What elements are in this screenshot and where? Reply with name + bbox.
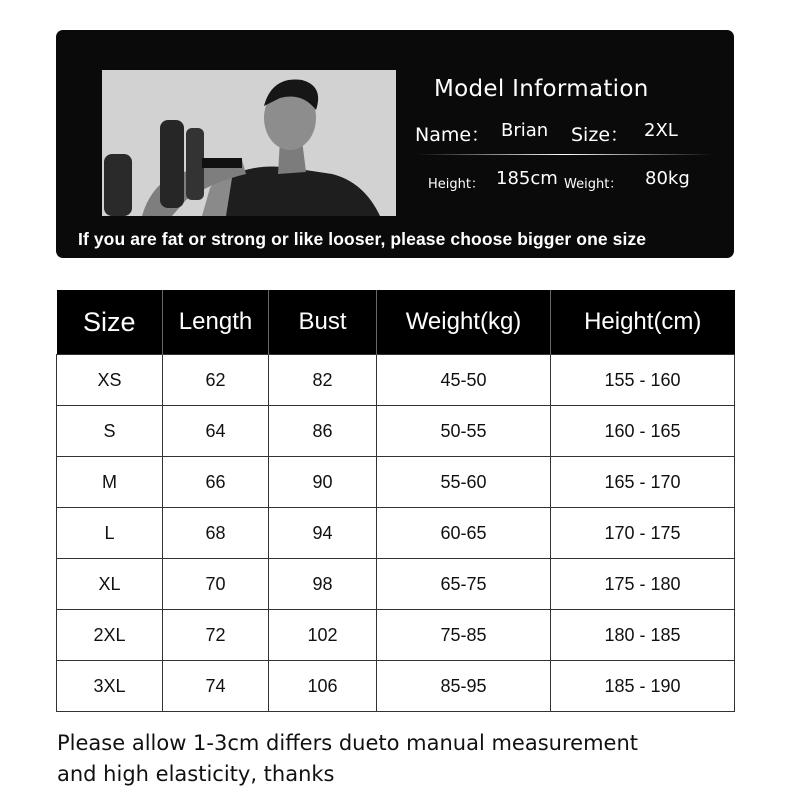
size-value: 2XL (644, 120, 678, 141)
table-row (57, 661, 735, 712)
cell-length: 62 (163, 355, 269, 406)
table-row (57, 406, 735, 457)
table-header-row (57, 290, 735, 355)
cell-height: 170 - 175 (551, 508, 735, 559)
cell-size: XS (57, 355, 163, 406)
size-notice: If you are fat or strong or like looser, please choose bigger one size (78, 229, 647, 249)
cell-bust: 102 (269, 610, 377, 661)
cell-height: 185 - 190 (551, 661, 735, 712)
cell-length: 74 (163, 661, 269, 712)
weight-value: 80kg (645, 168, 690, 189)
table-row (57, 355, 735, 406)
cell-length: 68 (163, 508, 269, 559)
cell-height: 180 - 185 (551, 610, 735, 661)
model-info-banner (56, 30, 734, 258)
cell-length: 64 (163, 406, 269, 457)
cell-weight: 65-75 (377, 559, 551, 610)
cell-size: 3XL (57, 661, 163, 712)
cell-weight: 45-50 (377, 355, 551, 406)
cell-length: 72 (163, 610, 269, 661)
cell-height: 160 - 165 (551, 406, 735, 457)
cell-size: L (57, 508, 163, 559)
header-length: Length (163, 290, 269, 355)
cell-weight: 85-95 (377, 661, 551, 712)
cell-bust: 98 (269, 559, 377, 610)
table-row (57, 610, 735, 661)
cell-bust: 106 (269, 661, 377, 712)
header-height: Height(cm) (551, 290, 735, 355)
banner-divider (417, 154, 713, 155)
cell-weight: 60-65 (377, 508, 551, 559)
cell-weight: 75-85 (377, 610, 551, 661)
cell-size: 2XL (57, 610, 163, 661)
cell-length: 66 (163, 457, 269, 508)
header-size: Size (57, 290, 163, 355)
size-label: Size： (571, 124, 630, 146)
measurement-note-line-1: Please allow 1-3cm differs dueto manual measurement (57, 731, 638, 755)
table-row (57, 508, 735, 559)
name-value: Brian (501, 120, 549, 141)
model-info-title: Model Information (434, 76, 649, 102)
weight-label: Weight： (564, 177, 623, 192)
header-bust: Bust (269, 290, 377, 355)
cell-height: 165 - 170 (551, 457, 735, 508)
cell-height: 175 - 180 (551, 559, 735, 610)
measurement-note (57, 728, 757, 790)
measurement-note-line-2: and high elasticity, thanks (57, 762, 335, 786)
height-value: 185cm (496, 168, 558, 189)
height-label: Height： (428, 177, 484, 192)
size-chart-table (56, 290, 735, 712)
cell-size: S (57, 406, 163, 457)
cell-bust: 94 (269, 508, 377, 559)
cell-bust: 90 (269, 457, 377, 508)
cell-weight: 50-55 (377, 406, 551, 457)
cell-bust: 82 (269, 355, 377, 406)
cell-length: 70 (163, 559, 269, 610)
model-photo (102, 70, 396, 216)
name-label: Name： (415, 124, 491, 146)
table-row (57, 457, 735, 508)
cell-height: 155 - 160 (551, 355, 735, 406)
header-weight: Weight(kg) (377, 290, 551, 355)
cell-bust: 86 (269, 406, 377, 457)
cell-size: XL (57, 559, 163, 610)
table-row (57, 559, 735, 610)
cell-size: M (57, 457, 163, 508)
cell-weight: 55-60 (377, 457, 551, 508)
